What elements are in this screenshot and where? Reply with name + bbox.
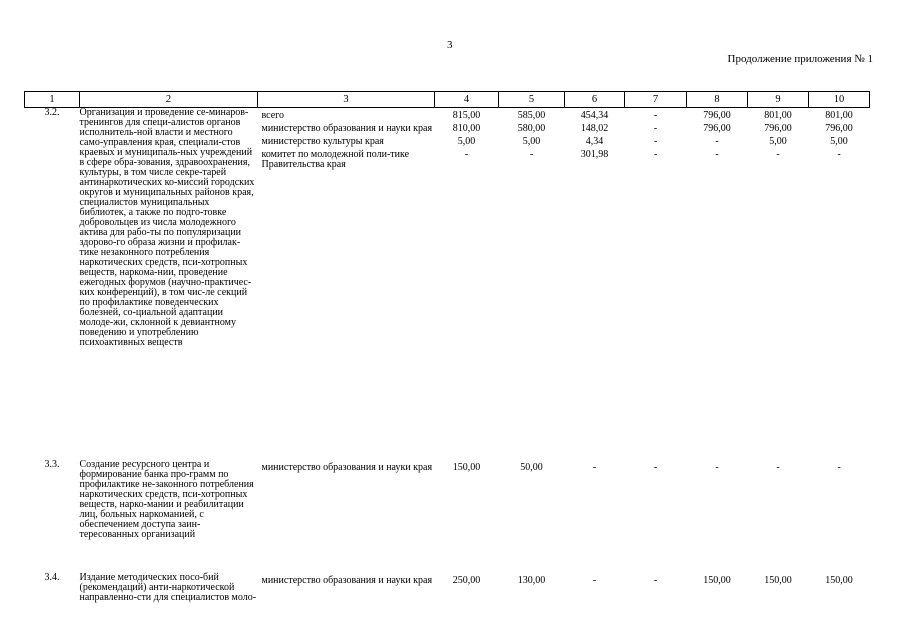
value-cell: 454,34: [580, 110, 609, 121]
value-cell: 796,00: [764, 123, 792, 134]
value-cell: -: [715, 149, 719, 160]
value-cell: -: [653, 149, 658, 160]
value-cell: -: [837, 149, 841, 160]
value-cell: 301,98: [580, 149, 609, 160]
value-cell: 130,00: [517, 575, 546, 586]
value-cell: -: [776, 462, 780, 473]
executor: всего: [261, 110, 285, 121]
subrow: [258, 108, 870, 121]
program-table: [24, 91, 870, 633]
value-cell: 580,00: [517, 123, 546, 134]
value-cell: -: [592, 575, 597, 586]
header-cell-2: 2: [80, 92, 258, 108]
value-cell: 585,00: [517, 110, 546, 121]
header-cell-3: 3: [258, 92, 435, 108]
value-cell: 5,00: [457, 136, 476, 147]
header-cell-6: 6: [565, 92, 625, 108]
value-cell: 801,00: [825, 110, 853, 121]
header-cell-8: 8: [687, 92, 748, 108]
value-cell: 5,00: [522, 136, 541, 147]
value-cell: 796,00: [703, 110, 731, 121]
header-cell-10: 10: [809, 92, 870, 108]
row-description: Организация и проведение се-минаров-тренингов для специ-алистов органов исполнитель-ной власти и местного само-управления края, специали-стов краевых и муниципаль-ных учреждений в сфере обра-зования, здравоохранения, культуры, в том числе секре-тарей антинаркотических ко-миссий городских округов и муниципальных районов края, специалистов муниципальных библиотек, а также по подго-товке добровольцев из числа молодежного актива для рабо-ты по популяризации здорово-го образа жизни и профилак-тике незаконного потребления наркотических средств, пси-хотропных веществ, наркома-нии, проведение ежегодных форумов (научно-практичес-ких конференций), в том чис-ле секций по профилактике поведенческих болезней, со-циальной адаптации молоде-жи, склонной к девиантному поведению и употреблению психоактивных веществ: [79, 107, 255, 348]
value-cell: -: [715, 462, 719, 473]
row-number: 3.4.: [44, 572, 60, 583]
header-row: [25, 92, 870, 108]
subrow: [258, 121, 870, 134]
value-cell: 5,00: [830, 136, 848, 147]
value-cell: 801,00: [764, 110, 792, 121]
subrow: [258, 573, 870, 586]
value-cell: 815,00: [452, 110, 481, 121]
value-cell: 810,00: [452, 123, 481, 134]
row-description: Создание ресурсного центра и формирование банка про-грамм по профилактике не-законного потребления наркотических средств, пси-хотропных веществ, нарко-мании и реабилитации лиц, больных наркоманией, с обеспечением доступа заин-тересованных организаций: [79, 459, 254, 540]
value-cell: 150,00: [452, 462, 481, 473]
header-cell-1: 1: [25, 92, 80, 108]
value-cell: 5,00: [769, 136, 787, 147]
value-cell: -: [653, 462, 658, 473]
value-cell: -: [592, 462, 597, 473]
table-row: [25, 573, 870, 633]
row-description: Издание методических посо-бий (рекомендаций) анти-наркотической направленно-сти для специалистов моло-: [79, 572, 257, 603]
subrow-table: [258, 460, 870, 473]
value-cell: -: [653, 123, 658, 134]
value-cell: -: [653, 136, 658, 147]
value-cell: 796,00: [703, 123, 731, 134]
value-cell: -: [715, 136, 719, 147]
value-cell: -: [653, 575, 658, 586]
table-row: [25, 108, 870, 461]
value-cell: 150,00: [825, 575, 853, 586]
executor: министерство культуры края: [261, 136, 384, 147]
row-number: 3.3.: [44, 459, 60, 470]
header-cell-7: 7: [625, 92, 687, 108]
value-cell: 796,00: [825, 123, 853, 134]
subrow: [258, 134, 870, 147]
value-cell: -: [464, 149, 469, 160]
header-cell-4: 4: [435, 92, 499, 108]
value-cell: 250,00: [452, 575, 481, 586]
executor: министерство образования и науки края: [261, 462, 433, 473]
value-cell: -: [837, 462, 841, 473]
table-row: [25, 460, 870, 573]
header-cell-9: 9: [748, 92, 809, 108]
executor: министерство образования и науки края: [261, 123, 433, 134]
value-cell: 50,00: [520, 462, 543, 473]
subrow-table: [258, 108, 870, 170]
value-cell: 4,34: [585, 136, 604, 147]
value-cell: -: [529, 149, 534, 160]
value-cell: 150,00: [703, 575, 731, 586]
executor: министерство образования и науки края: [261, 575, 433, 586]
subrow: [258, 147, 870, 170]
value-cell: -: [653, 110, 658, 121]
subrow: [258, 460, 870, 473]
value-cell: 148,02: [580, 123, 609, 134]
executor: комитет по молодежной поли-тике Правительства края: [261, 149, 410, 170]
page-number: 3: [447, 39, 453, 51]
continuation-label: Продолжение приложения № 1: [727, 53, 873, 65]
row-number: 3.2.: [44, 107, 60, 118]
header-cell-5: 5: [499, 92, 565, 108]
subrow-table: [258, 573, 870, 586]
value-cell: -: [776, 149, 780, 160]
value-cell: 150,00: [764, 575, 792, 586]
